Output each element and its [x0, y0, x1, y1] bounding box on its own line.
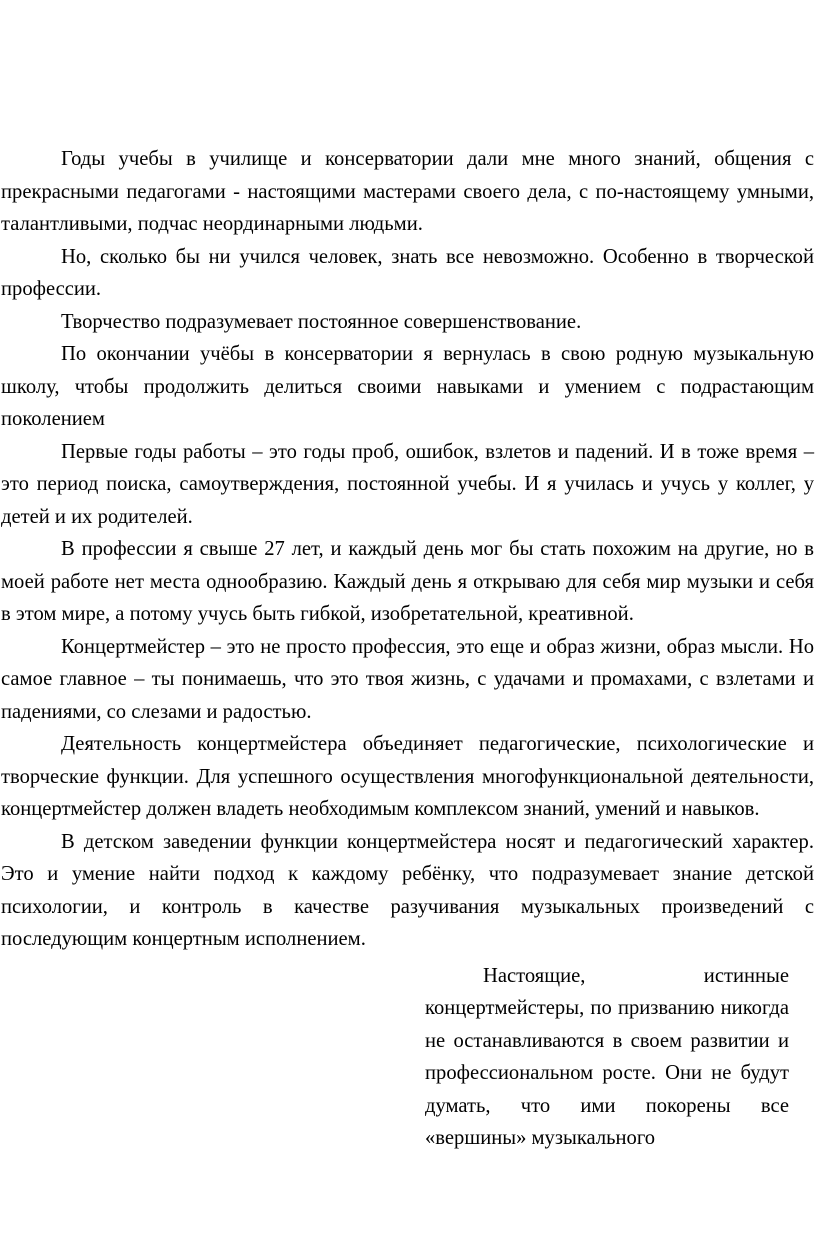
paragraph-1: Годы учебы в училище и консерватории дали мне много знаний, общения с прекрасными педагогами - настоящими мастерами своего дела, с по-настоящему умными, талантливыми, подчас неординарными людьми. — [1, 148, 814, 235]
aside-paragraph: Настоящие, истинные концертмейстеры, по призванию никогда не останавливаются в своем развитии и профессиональном росте. Они не будут думать, что ими покорены все «вершины» музыкального — [425, 964, 789, 1149]
paragraph-9: В детском заведении функции концертмейстера носят и педагогический характер. Это и умение найти подход к каждому ребёнку, что подразумевает знание детской психологии, и контроль в качестве разучивания музыкальных произведений с последующим концертным исполнением. — [1, 830, 814, 950]
paragraph-5: Первые годы работы – это годы проб, ошибок, взлетов и падений. И в тоже время – это период поиска, самоутверждения, постоянной учебы. И я училась и учусь у коллег, у детей и их родителей. — [1, 440, 814, 528]
paragraph-6: В профессии я свыше 27 лет, и каждый день мог бы стать похожим на другие, но в моей работе нет места однообразию. Каждый день я открываю для себя мир музыки и себя в этом мире, а потому учусь быть гибкой, изобретательной, креативной. — [1, 538, 814, 625]
paragraph-7: Концертмейстер – это не просто профессия, это еще и образ жизни, образ мысли. Но самое главное – ты понимаешь, что это твоя жизнь, с удачами и промахами, с взлетами и падениями, со слезами и радостью. — [1, 635, 814, 723]
paragraph-4: По окончании учёбы в консерватории я вернулась в свою родную музыкальную школу, чтобы продолжить делиться своими навыками и умением с подрастающим поколением — [1, 343, 814, 430]
paragraph-2: Но, сколько бы ни учился человек, знать все невозможно. Особенно в творческой профессии. — [1, 245, 814, 300]
paragraph-8: Деятельность концертмейстера объединяет педагогические, психологические и творческие функции. Для успешного осуществления многофункциональной деятельности, концертмейстер должен владеть необходимым комплексом знаний, умений и навыков. — [1, 733, 814, 820]
document-page — [0, 143, 816, 1155]
paragraph-3: Творчество подразумевает постоянное совершенствование. — [61, 310, 582, 333]
